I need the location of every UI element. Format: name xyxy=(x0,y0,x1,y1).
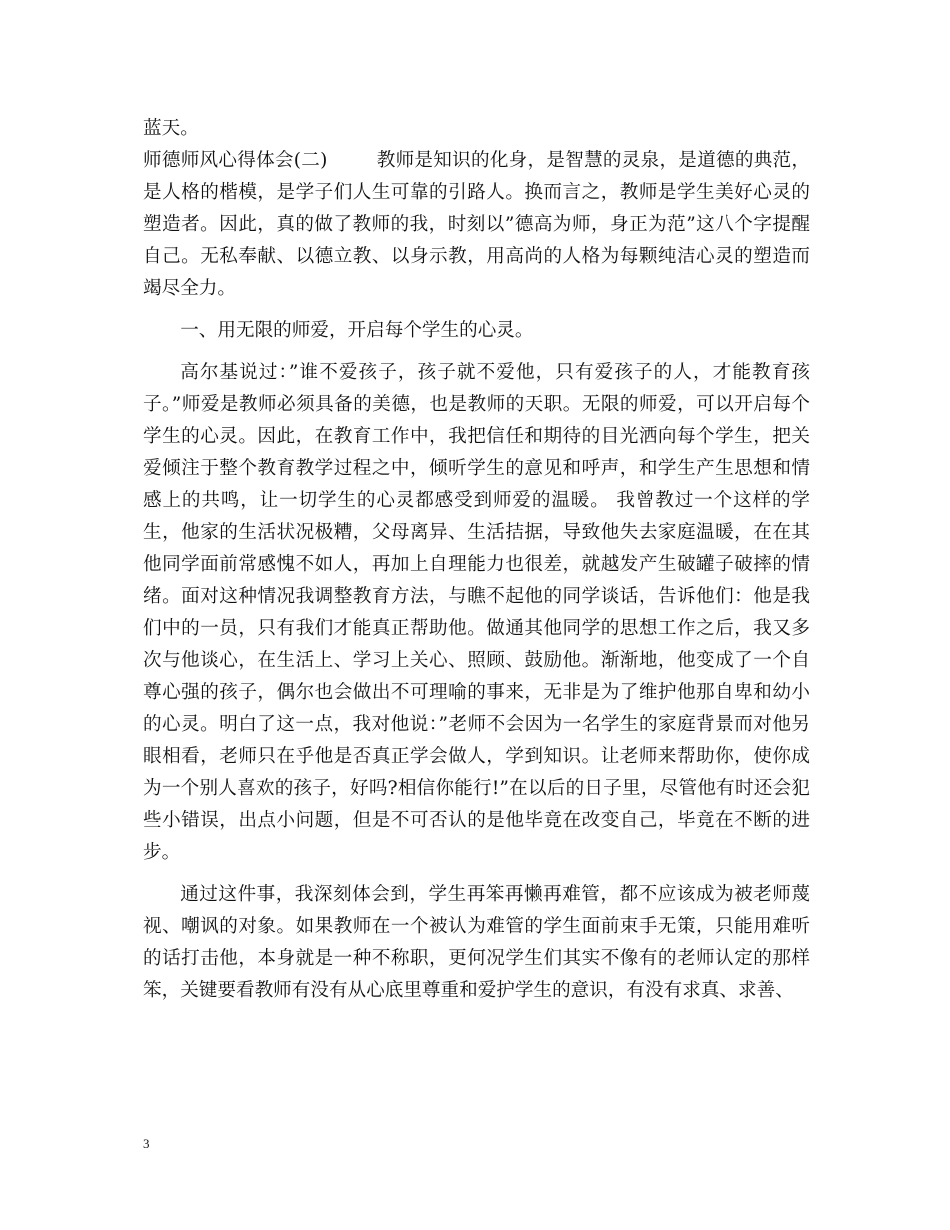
section-title: 师德师风心得体会(二) xyxy=(143,150,328,171)
title-spacer xyxy=(327,150,376,171)
document-body xyxy=(143,113,810,1007)
paragraph-text: 教师是知识的化身，是智慧的灵泉，是道德的典范，是人格的楷模，是学子们人生可靠的引路人。换而言之，教师是学生美好心灵的塑造者。因此，真的做了教师的我，时刻以”德高为师，身正为范”这八个字提醒自己。无私奉献、以德立教、以身示教，用高尚的人格为每颗纯洁心灵的塑造而竭尽全力。 xyxy=(143,150,810,299)
paragraph-gorky-quote xyxy=(143,357,810,869)
paragraph-text: 蓝天。 xyxy=(143,118,199,139)
paragraph-closing-line xyxy=(143,113,810,145)
paragraph-reflection xyxy=(143,879,810,1007)
paragraph-text: 一、用无限的师爱，开启每个学生的心灵。 xyxy=(180,320,534,341)
paragraph-section-heading xyxy=(143,315,810,347)
page-number: 3 xyxy=(143,1136,150,1151)
paragraph-text: 通过这件事，我深刻体会到，学生再笨再懒再难管，都不应该成为被老师蔑视、嘲讽的对象。如果教师在一个被认为难管的学生面前束手无策，只能用难听的话打击他，本身就是一种不称职，更何况学生们其实不像有的老师认定的那样笨，关键要看教师有没有从心底里尊重和爱护学生的意识，有没有求真、求善、 xyxy=(143,884,810,1001)
paragraph-text: 高尔基说过：”谁不爱孩子，孩子就不爱他，只有爱孩子的人，才能教育孩子。”师爱是教师必须具备的美德，也是教师的天职。无限的师爱，可以开启每个学生的心灵。因此，在教育工作中，我把信任和期待的目光洒向每个学生，把关爱倾注于整个教育教学过程之中，倾听学生的意见和呼声，和学生产生思想和情感上的共鸣，让一切学生的心灵都感受到师爱的温暖。 我曾教过一个这样的学生，他家的生活状况极糟，父母离异、生活拮据，导致他失去家庭温暖，在在其他同学面前常感愧不如人，再加上自理能力也很差，就越发产生破罐子破摔的情绪。面对这种情况我调整教育方法，与瞧不起他的同学谈话，告诉他们：他是我们中的一员，只有我们才能真正帮助他。做通其他同学的思想工作之后，我又多次与他谈心，在生活上、学习上关心、照顾、鼓励他。渐渐地，他变成了一个自尊心强的孩子，偶尔也会做出不可理喻的事来，无非是为了维护他那自卑和幼小的心灵。明白了这一点，我对他说：”老师不会因为一名学生的家庭背景而对他另眼相看，老师只在乎他是否真正学会做人，学到知识。让老师来帮助你，使你成为一个别人喜欢的孩子，好吗?相信你能行!”在以后的日子里，尽管他有时还会犯些小错误，出点小问题，但是不可否认的是他毕竟在改变自己，毕竟在不断的进步。 xyxy=(143,362,810,863)
paragraph-essay-intro xyxy=(143,145,810,305)
